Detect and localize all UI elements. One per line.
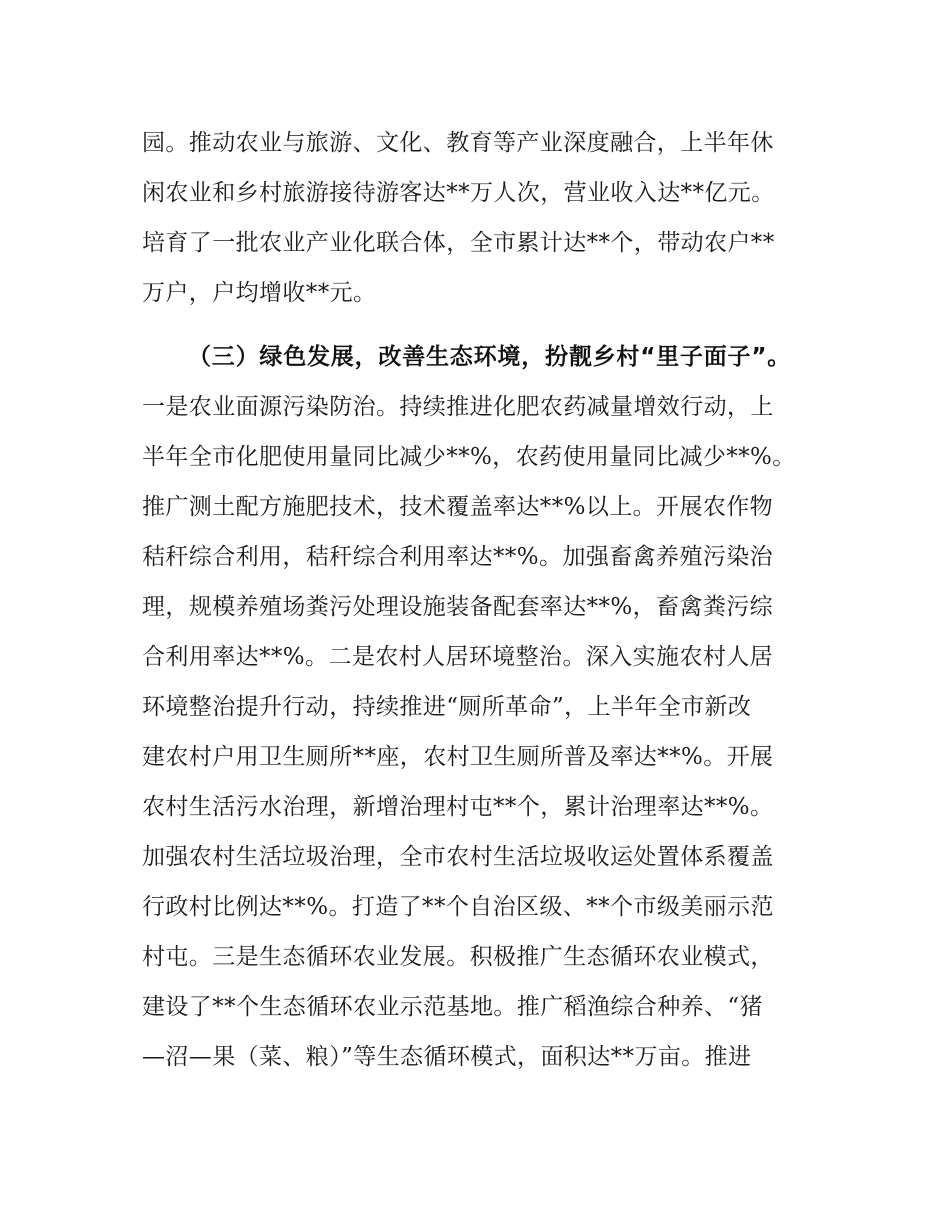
text-line: —沼—果（菜、粮）”等生态循环模式，面积达**万亩。推进 [142,1044,752,1070]
text-line: 建农村户用卫生厕所**座，农村卫生厕所普及率达**%。开展 [142,744,774,770]
text-line: 培育了一批农业产业化联合体，全市累计达**个，带动农户** [142,230,775,256]
text-line: 半年全市化肥使用量同比减少**%，农药使用量同比减少**%。 [142,444,796,470]
text-line: 村屯。三是生态循环农业发展。积极推广生态循环农业模式， [142,944,774,970]
text-line: 行政村比例达**%。打造了**个自治区级、**个市级美丽示范 [142,894,774,920]
text-line: 秸秆综合利用，秸秆综合利用率达**%。加强畜禽养殖污染治 [142,544,774,570]
text-line: 园。推动农业与旅游、文化、教育等产业深度融合，上半年休 [142,130,774,156]
text-line: 环境整治提升行动，持续推进“厕所革命”，上半年全市新改 [142,694,752,720]
text-line: 理，规模养殖场粪污处理设施装备配套率达**%，畜禽粪污综 [142,594,774,620]
text-line: 合利用率达**%。二是农村人居环境整治。深入实施农村人居 [142,644,774,670]
text-line: 闲农业和乡村旅游接待游客达**万人次，营业收入达**亿元。 [142,180,775,206]
text-line: 建设了**个生态循环农业示范基地。推广稻渔综合种养、“猪 [142,994,763,1020]
text-line: 一是农业面源污染防治。持续推进化肥农药减量增效行动，上 [142,394,774,420]
text-line: 推广测土配方施肥技术，技术覆盖率达**%以上。开展农作物 [142,494,774,520]
text-line: 万户，户均增收**元。 [142,280,377,306]
text-line: 加强农村生活垃圾治理，全市农村生活垃圾收运处置体系覆盖 [142,844,774,870]
text-line: 农村生活污水治理，新增治理村屯**个，累计治理率达**%。 [142,794,774,820]
section-heading: （三）绿色发展，改善生态环境，扮靓乡村“里子面子”。 [188,344,792,370]
